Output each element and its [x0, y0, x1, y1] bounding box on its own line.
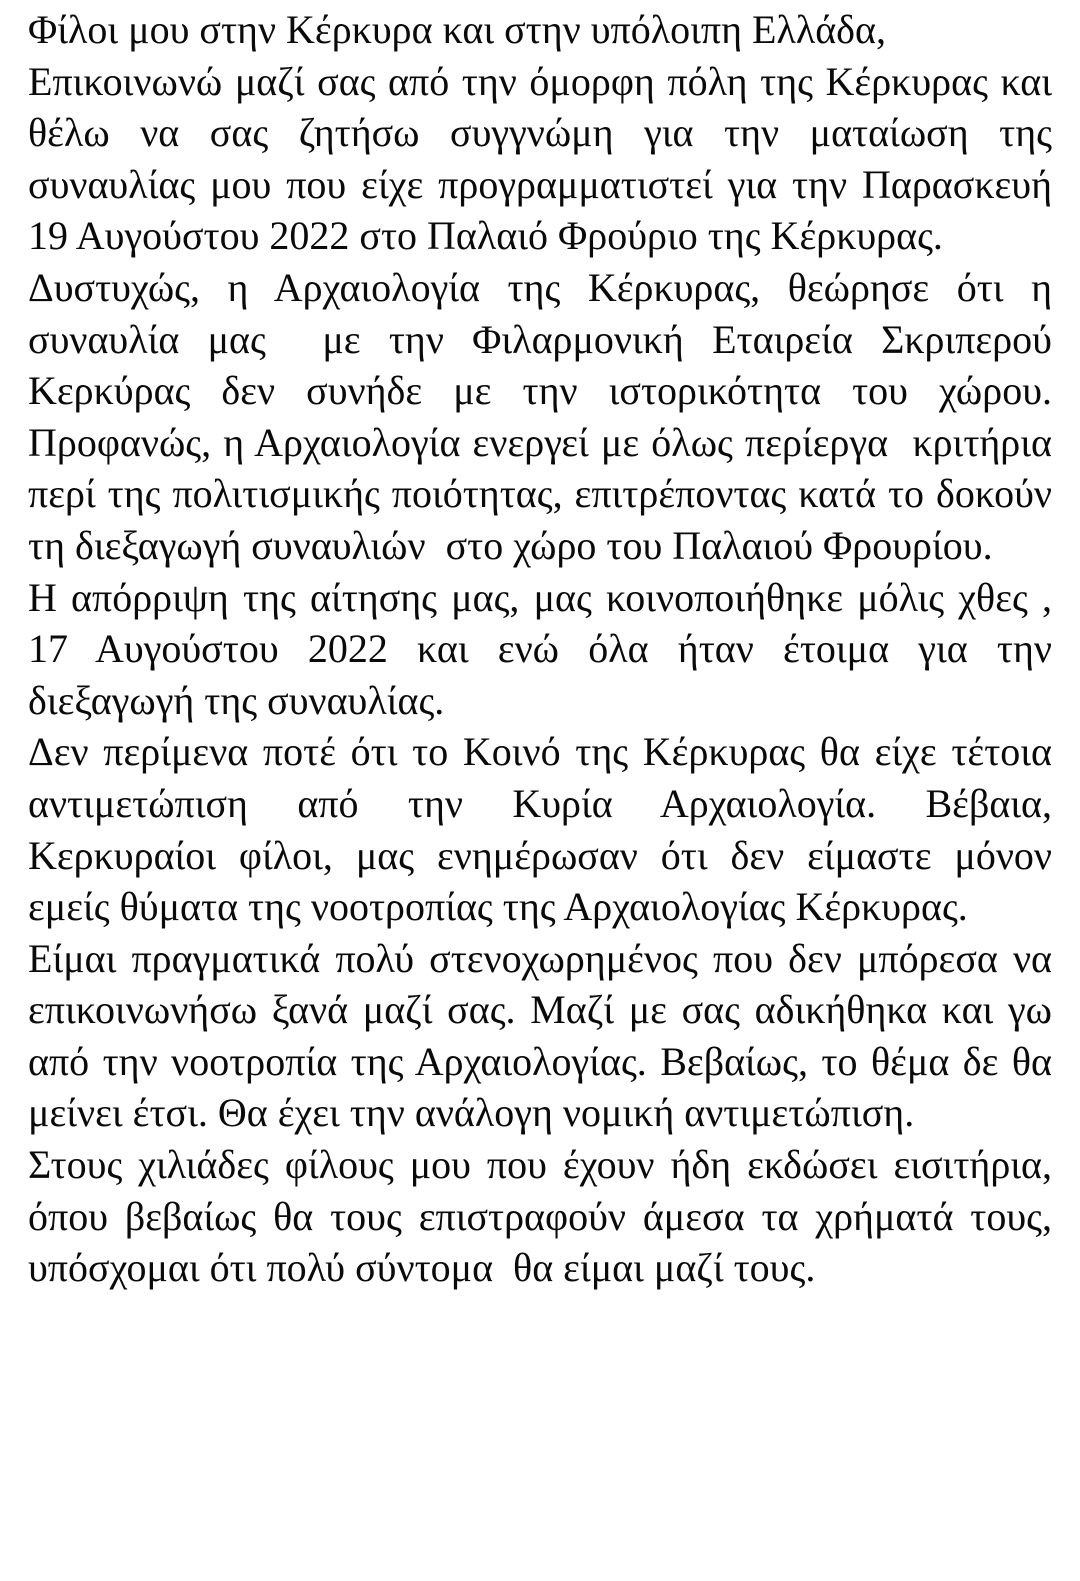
letter-paragraph-apology: Επικοινωνώ μαζί σας από την όμορφη πόλη της Κέρκυρας και θέλω να σας ζητήσω συγγνώμη για την ματαίωση της συναυλίας μου που είχε προγραμματιστεί για την Παρασκευή 19 Αυγούστου 2022 στο Παλαιό Φρούριο της Κέρκυρας. [28, 58, 1062, 259]
letter-paragraph-regret: Είμαι πραγματικά πολύ στενοχωρημένος που δεν μπόρεσα να επικοινωνήσω ξανά μαζί σας. Μαζί με σας αδικήθηκα και γω από την νοοτροπία της Αρχαιολογίας. Βεβαίως, το θέμα δε θα μείνει έτσι. Θα έχει την ανάλογη νομική αντιμετώπιση. [28, 935, 1062, 1136]
letter-salutation: Φίλοι μου στην Κέρκυρα και στην υπόλοιπη Ελλάδα, [28, 7, 886, 52]
letter-paragraph-archaeology: Δυστυχώς, η Αρχαιολογία της Κέρκυρας, θεώρησε ότι η συναυλία μας με την Φιλαρμονική Εταιρεία Σκριπερού Κερκύρας δεν συνήδε με την ιστορικότητα του χώρου. Προφανώς, η Αρχαιολογία ενεργεί με όλως περίεργα κριτήρια περί της πολιτισμικής ποιότητας, επιτρέποντας κατά το δοκούν τη διεξαγωγή συναυλιών στο χώρο του Παλαιού Φρουρίου. [28, 264, 1072, 568]
letter-paragraph-public: Δεν περίμενα ποτέ ότι το Κοινό της Κέρκυρας θα είχε τέτοια αντιμετώπιση από την Κυρία Αρχαιολογία. Βέβαια, Κερκυραίοι φίλοι, μας ενημέρωσαν ότι δεν είμαστε μόνον εμείς θύματα της νοοτροπίας της Αρχαιολογίας Κέρκυρας. [28, 729, 1062, 930]
letter-paragraph-tickets: Στους χιλιάδες φίλους μου που έχουν ήδη εκδώσει εισιτήρια, όπου βεβαίως θα τους επιστραφούν άμεσα τα χρήματά τους, υπόσχομαι ότι πολύ σύντομα θα είμαι μαζί τους. [28, 1142, 1072, 1291]
letter-paragraph-rejection: Η απόρριψη της αίτησης μας, μας κοινοποιήθηκε μόλις χθες , 17 Αυγούστου 2022 και ενώ όλα ήταν έτοιμα για την διεξαγωγή της συναυλίας. [28, 574, 1062, 723]
